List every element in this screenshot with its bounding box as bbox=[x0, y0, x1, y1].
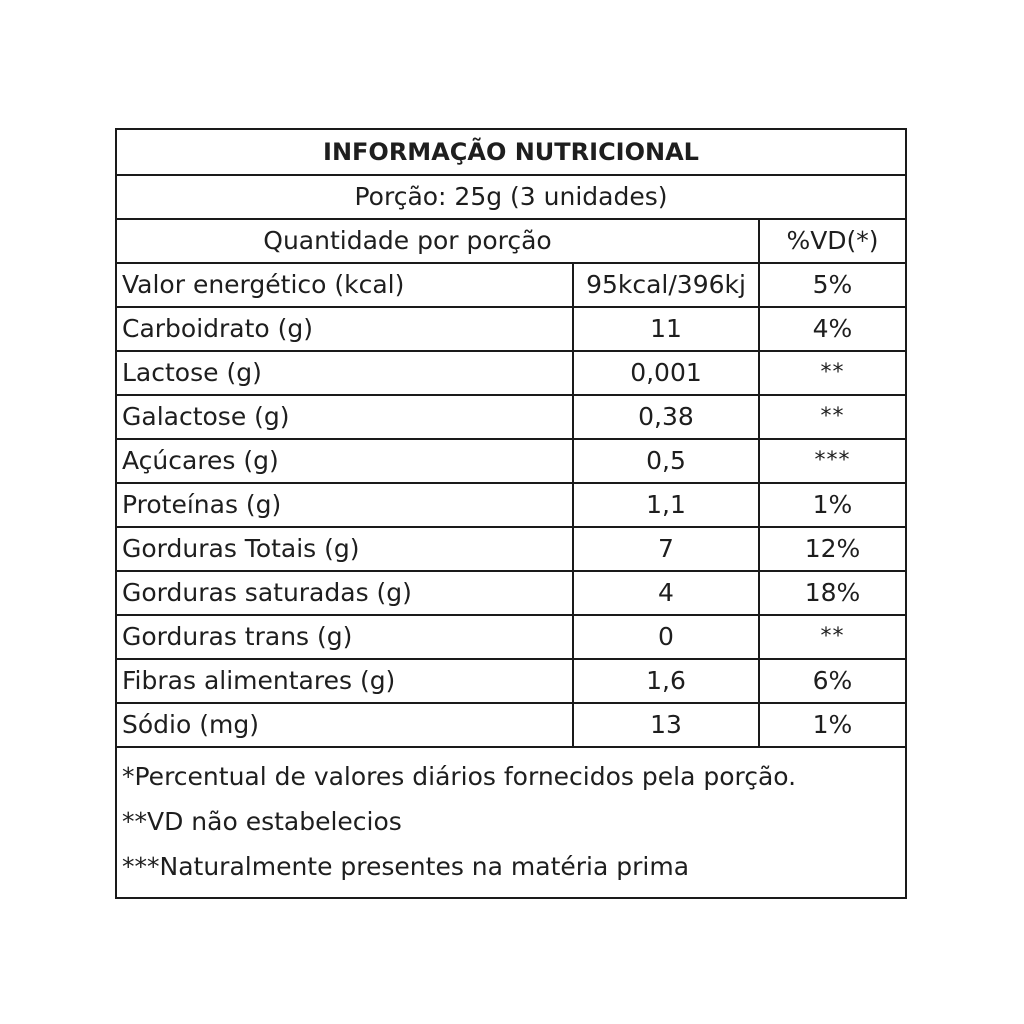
nutrient-vd: 6% bbox=[759, 659, 906, 703]
vd-header: %VD(*) bbox=[759, 219, 906, 263]
nutrient-vd: ** bbox=[759, 395, 906, 439]
nutrient-amount: 1,1 bbox=[573, 483, 759, 527]
nutrient-amount: 1,6 bbox=[573, 659, 759, 703]
nutrient-amount: 11 bbox=[573, 307, 759, 351]
nutrient-amount: 0 bbox=[573, 615, 759, 659]
quantity-header: Quantidade por porção bbox=[116, 219, 759, 263]
footnote-naturally-present: ***Naturalmente presentes na matéria prima bbox=[122, 852, 690, 881]
footnotes bbox=[116, 747, 906, 898]
nutrient-vd: *** bbox=[759, 439, 906, 483]
nutrient-amount: 0,001 bbox=[573, 351, 759, 395]
nutrition-facts-panel bbox=[115, 128, 905, 899]
nutrient-vd: 5% bbox=[759, 263, 906, 307]
nutrient-name: Lactose (g) bbox=[116, 351, 573, 395]
nutrient-name: Carboidrato (g) bbox=[116, 307, 573, 351]
nutrient-vd: 12% bbox=[759, 527, 906, 571]
table-row bbox=[116, 615, 906, 659]
table-row bbox=[116, 263, 906, 307]
nutrient-vd: ** bbox=[759, 351, 906, 395]
nutrient-vd: 1% bbox=[759, 483, 906, 527]
nutrition-table bbox=[115, 128, 907, 899]
table-row bbox=[116, 703, 906, 747]
header-row bbox=[116, 219, 906, 263]
nutrient-vd: 4% bbox=[759, 307, 906, 351]
footnote-vd-not-established: **VD não estabelecios bbox=[122, 807, 402, 836]
footnote-vd-percent: *Percentual de valores diários fornecidos pela porção. bbox=[122, 762, 797, 791]
nutrient-name: Fibras alimentares (g) bbox=[116, 659, 573, 703]
nutrient-vd: 1% bbox=[759, 703, 906, 747]
nutrient-name: Proteínas (g) bbox=[116, 483, 573, 527]
nutrient-name: Gorduras trans (g) bbox=[116, 615, 573, 659]
table-row bbox=[116, 439, 906, 483]
nutrient-vd: 18% bbox=[759, 571, 906, 615]
table-row bbox=[116, 571, 906, 615]
nutrient-amount: 95kcal/396kj bbox=[573, 263, 759, 307]
nutrient-name: Galactose (g) bbox=[116, 395, 573, 439]
nutrient-amount: 13 bbox=[573, 703, 759, 747]
nutrient-name: Valor energético (kcal) bbox=[116, 263, 573, 307]
nutrient-amount: 0,5 bbox=[573, 439, 759, 483]
title-row bbox=[116, 129, 906, 175]
table-row bbox=[116, 395, 906, 439]
table-row bbox=[116, 483, 906, 527]
table-title: INFORMAÇÃO NUTRICIONAL bbox=[116, 129, 906, 175]
table-row bbox=[116, 527, 906, 571]
nutrient-name: Gorduras Totais (g) bbox=[116, 527, 573, 571]
footnotes-row bbox=[116, 747, 906, 898]
table-row bbox=[116, 307, 906, 351]
nutrient-amount: 7 bbox=[573, 527, 759, 571]
table-row bbox=[116, 351, 906, 395]
nutrient-name: Açúcares (g) bbox=[116, 439, 573, 483]
nutrient-amount: 0,38 bbox=[573, 395, 759, 439]
nutrient-amount: 4 bbox=[573, 571, 759, 615]
nutrient-name: Gorduras saturadas (g) bbox=[116, 571, 573, 615]
table-row bbox=[116, 659, 906, 703]
portion-row bbox=[116, 175, 906, 219]
nutrient-vd: ** bbox=[759, 615, 906, 659]
portion-size: Porção: 25g (3 unidades) bbox=[116, 175, 906, 219]
nutrient-name: Sódio (mg) bbox=[116, 703, 573, 747]
